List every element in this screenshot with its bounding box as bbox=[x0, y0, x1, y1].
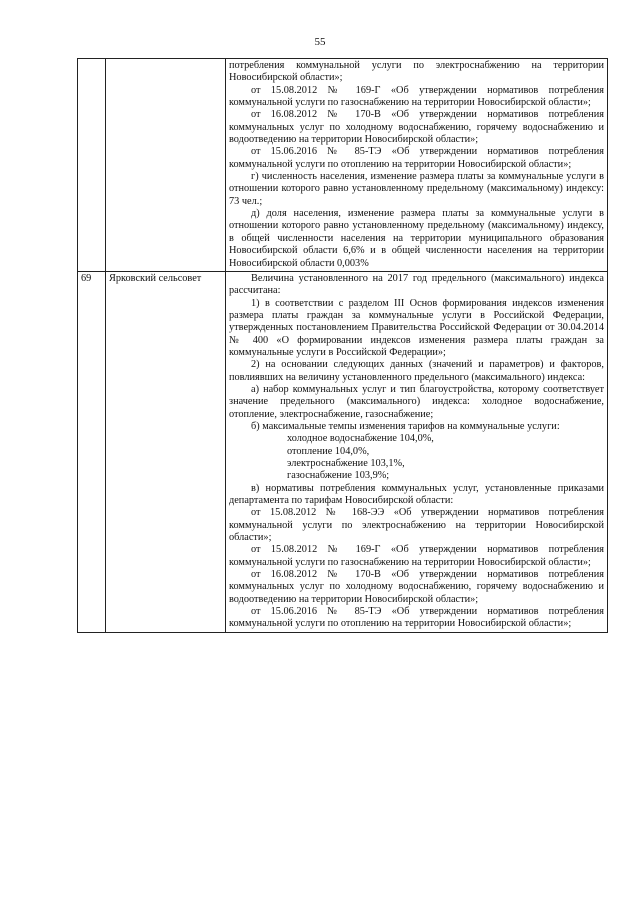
tariff-item: отопление 104,0%, bbox=[287, 445, 370, 457]
municipality-name: Ярковский сельсовет bbox=[106, 271, 226, 632]
paragraph: от 15.08.2012 № 169-Г «Об утверждении нормативов потребления коммунальной услуги по газоснабжению на территории Новосибирской области»; bbox=[229, 84, 604, 109]
paragraph: от 15.06.2016 № 85-ТЭ «Об утверждении нормативов потребления коммунальной услуги по отоплению на территории Новосибирской области»; bbox=[229, 146, 604, 170]
tariff-item: электроснабжение 103,1%, bbox=[287, 458, 405, 469]
paragraph: от 16.08.2012 № 170-В «Об утверждении нормативов потребления коммунальных услуг по холодному водоснабжению, горячему водоснабжению и водоотведению на территории Новосибирской области»; bbox=[229, 109, 604, 146]
paragraph: потребления коммунальной услуги по электроснабжению на территории Новосибирской области»; bbox=[229, 60, 604, 84]
row-number: 69 bbox=[78, 271, 106, 632]
row-content bbox=[226, 271, 608, 632]
document-table bbox=[77, 58, 608, 633]
paragraph: от 16.08.2012 № 170-В «Об утверждении нормативов потребления коммунальных услуг по холодному водоснабжению, горячему водоснабжению и водоотведению на территории Новосибирской области»; bbox=[229, 569, 604, 605]
page-number: 55 bbox=[314, 36, 326, 48]
paragraph: 1) в соответствии с разделом III Основ формирования индексов изменения размера платы граждан за коммунальные услуги в Российской Федерации, утвержденных постановлением Правительства Российской Федерации от 30.04.2014 № 400 «О формировании индексов изменения размера платы граждан за коммунальные услуги в Российской Федерации»; bbox=[229, 297, 604, 358]
paragraph: а) набор коммунальных услуг и тип благоустройства, которому соответствует значение предельного (максимального) индекса: холодное водоснабжение, отопление, электроснабжение, газоснабжение; bbox=[229, 383, 604, 420]
municipality-name bbox=[106, 59, 226, 272]
paragraph: от 15.08.2012 № 169-Г «Об утверждении нормативов потребления коммунальной услуги по газоснабжению на территории Новосибирской области»; bbox=[229, 544, 604, 568]
tariff-item: холодное водоснабжение 104,0%, bbox=[287, 433, 434, 445]
table-row bbox=[78, 271, 608, 632]
paragraph: 2) на основании следующих данных (значений и параметров) и факторов, повлиявших на величину установленного предельного (максимального) индекса: bbox=[229, 359, 604, 383]
tariff-item: газоснабжение 103,9%; bbox=[287, 470, 390, 482]
paragraph: в) нормативы потребления коммунальных услуг, установленные приказами департамента по тарифам Новосибирской области: bbox=[229, 482, 604, 507]
paragraph: Величина установленного на 2017 год предельного (максимального) индекса рассчитана: bbox=[229, 272, 604, 297]
table-row bbox=[78, 59, 608, 272]
paragraph: б) максимальные темпы изменения тарифов на коммунальные услуги: bbox=[251, 420, 560, 432]
paragraph: г) численность населения, изменение размера платы за коммунальные услуги в отношении которого равно установленному предельному (максимальному) индексу: 73 чел.; bbox=[229, 171, 604, 207]
paragraph: от 15.06.2016 № 85-ТЭ «Об утверждении нормативов потребления коммунальной услуги по отоплению на территории Новосибирской области»; bbox=[229, 606, 604, 630]
paragraph: от 15.08.2012 № 168-ЭЭ «Об утверждении нормативов потребления коммунальной услуги по электроснабжению на территории Новосибирской области»; bbox=[229, 507, 604, 544]
row-number bbox=[78, 59, 106, 272]
row-content bbox=[226, 59, 608, 272]
paragraph: д) доля населения, изменение размера платы за коммунальные услуги в отношении которого равно установленному предельному (максимальному) индексу, в общей численности населения на территории муниципального образования Новосибирской области 6,6% и в общей численности населения на территории Новосибирской области 0,003% bbox=[229, 208, 604, 269]
